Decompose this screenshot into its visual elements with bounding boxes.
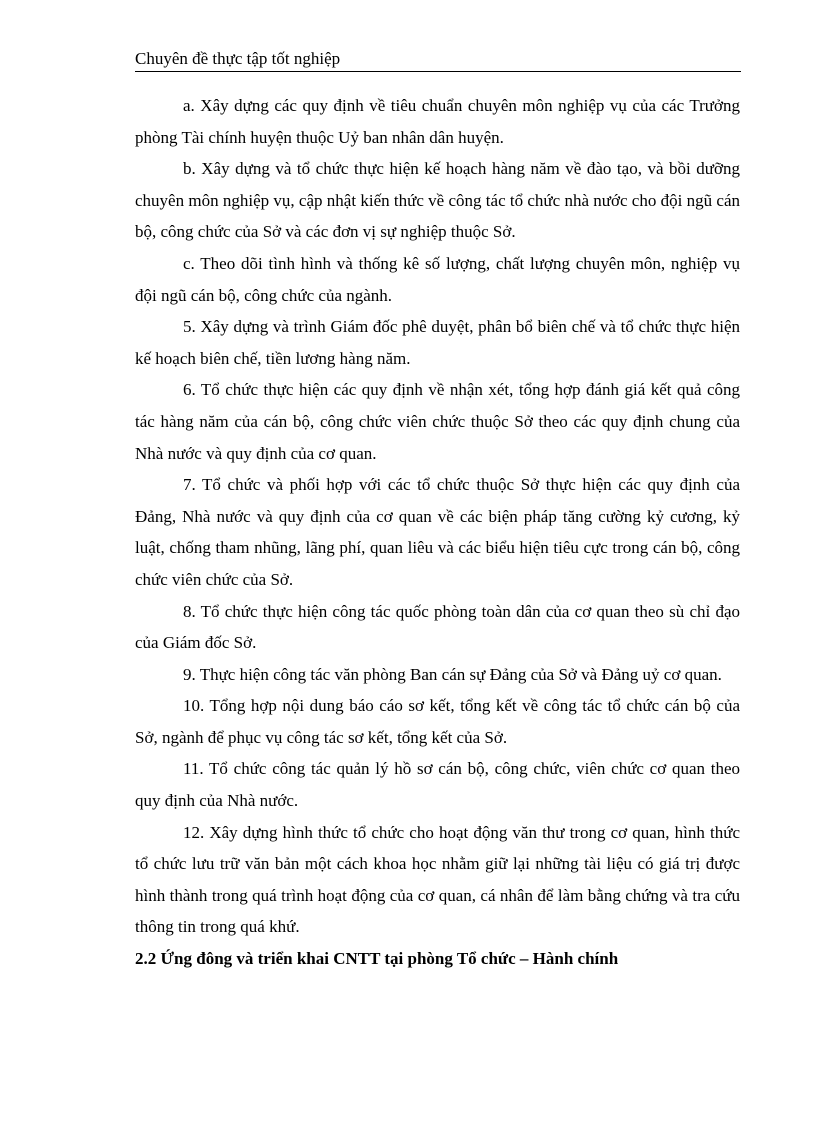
paragraph-item-9: 9. Thực hiện công tác văn phòng Ban cán sự Đảng của Sở và Đảng uỷ cơ quan. xyxy=(183,664,722,684)
paragraph-item-5: 5. Xây dựng và trình Giám đốc phê duyệt, phân bổ biên chế và tổ chức thực hiện kế hoạch biên chế, tiền lương hàng năm. xyxy=(135,317,740,368)
header-title: Chuyên đề thực tập tốt nghiệp xyxy=(135,49,341,68)
page-header xyxy=(135,46,741,72)
paragraph-item-10: 10. Tổng hợp nội dung báo cáo sơ kết, tổng kết về công tác tổ chức cán bộ của Sở, ngành để phục vụ công tác sơ kết, tổng kết của Sở. xyxy=(135,696,740,747)
paragraph-item-a: a. Xây dựng các quy định về tiêu chuẩn chuyên môn nghiệp vụ của các Trưởng phòng Tài chính huyện thuộc Uỷ ban nhân dân huyện. xyxy=(135,96,740,147)
paragraph-item-11: 11. Tổ chức công tác quản lý hồ sơ cán bộ, công chức, viên chức cơ quan theo quy định của Nhà nước. xyxy=(135,759,740,811)
paragraph-item-7: 7. Tổ chức và phối hợp với các tổ chức thuộc Sở thực hiện các quy định của Đảng, Nhà nước và quy định của cơ quan về các biện pháp tăng cường kỷ cương, kỷ luật, chống tham nhũng, lãng phí, quan liêu và các biểu hiện tiêu cực trong cán bộ, công chức viên chức của Sở. xyxy=(135,475,740,589)
paragraph-item-6: 6. Tổ chức thực hiện các quy định về nhận xét, tổng hợp đánh giá kết quả công tác hàng năm của cán bộ, công chức viên chức thuộc Sở theo các quy định chung của Nhà nước và quy định của cơ quan. xyxy=(135,380,740,463)
paragraph-item-c: c. Theo dõi tình hình và thống kê số lượng, chất lượng chuyên môn, nghiệp vụ đội ngũ cán bộ, công chức của ngành. xyxy=(135,253,740,305)
document-body xyxy=(135,90,740,975)
paragraph-item-8: 8. Tổ chức thực hiện công tác quốc phòng toàn dân của cơ quan theo sù chỉ đạo của Giám đốc Sở. xyxy=(135,601,740,653)
paragraph-item-12: 12. Xây dựng hình thức tổ chức cho hoạt động văn thư trong cơ quan, hình thức tổ chức lưu trữ văn bản một cách khoa học nhằm giữ lại những tài liệu có giá trị được hình thành trong quá trình hoạt động của cơ quan, cá nhân để làm bằng chứng và tra cứu thông tin trong quá khứ. xyxy=(135,822,740,937)
paragraph-item-b: b. Xây dựng và tổ chức thực hiện kế hoạch hàng năm về đào tạo, và bồi dưỡng chuyên môn nghiệp vụ, cập nhật kiến thức về công tác tổ chức nhà nước cho đội ngũ cán bộ, công chức của Sở và các đơn vị sự nghiệp thuộc Sở. xyxy=(135,159,740,242)
section-heading: 2.2 Ứng đông và triển khai CNTT tại phòng Tổ chức – Hành chính xyxy=(135,949,619,969)
